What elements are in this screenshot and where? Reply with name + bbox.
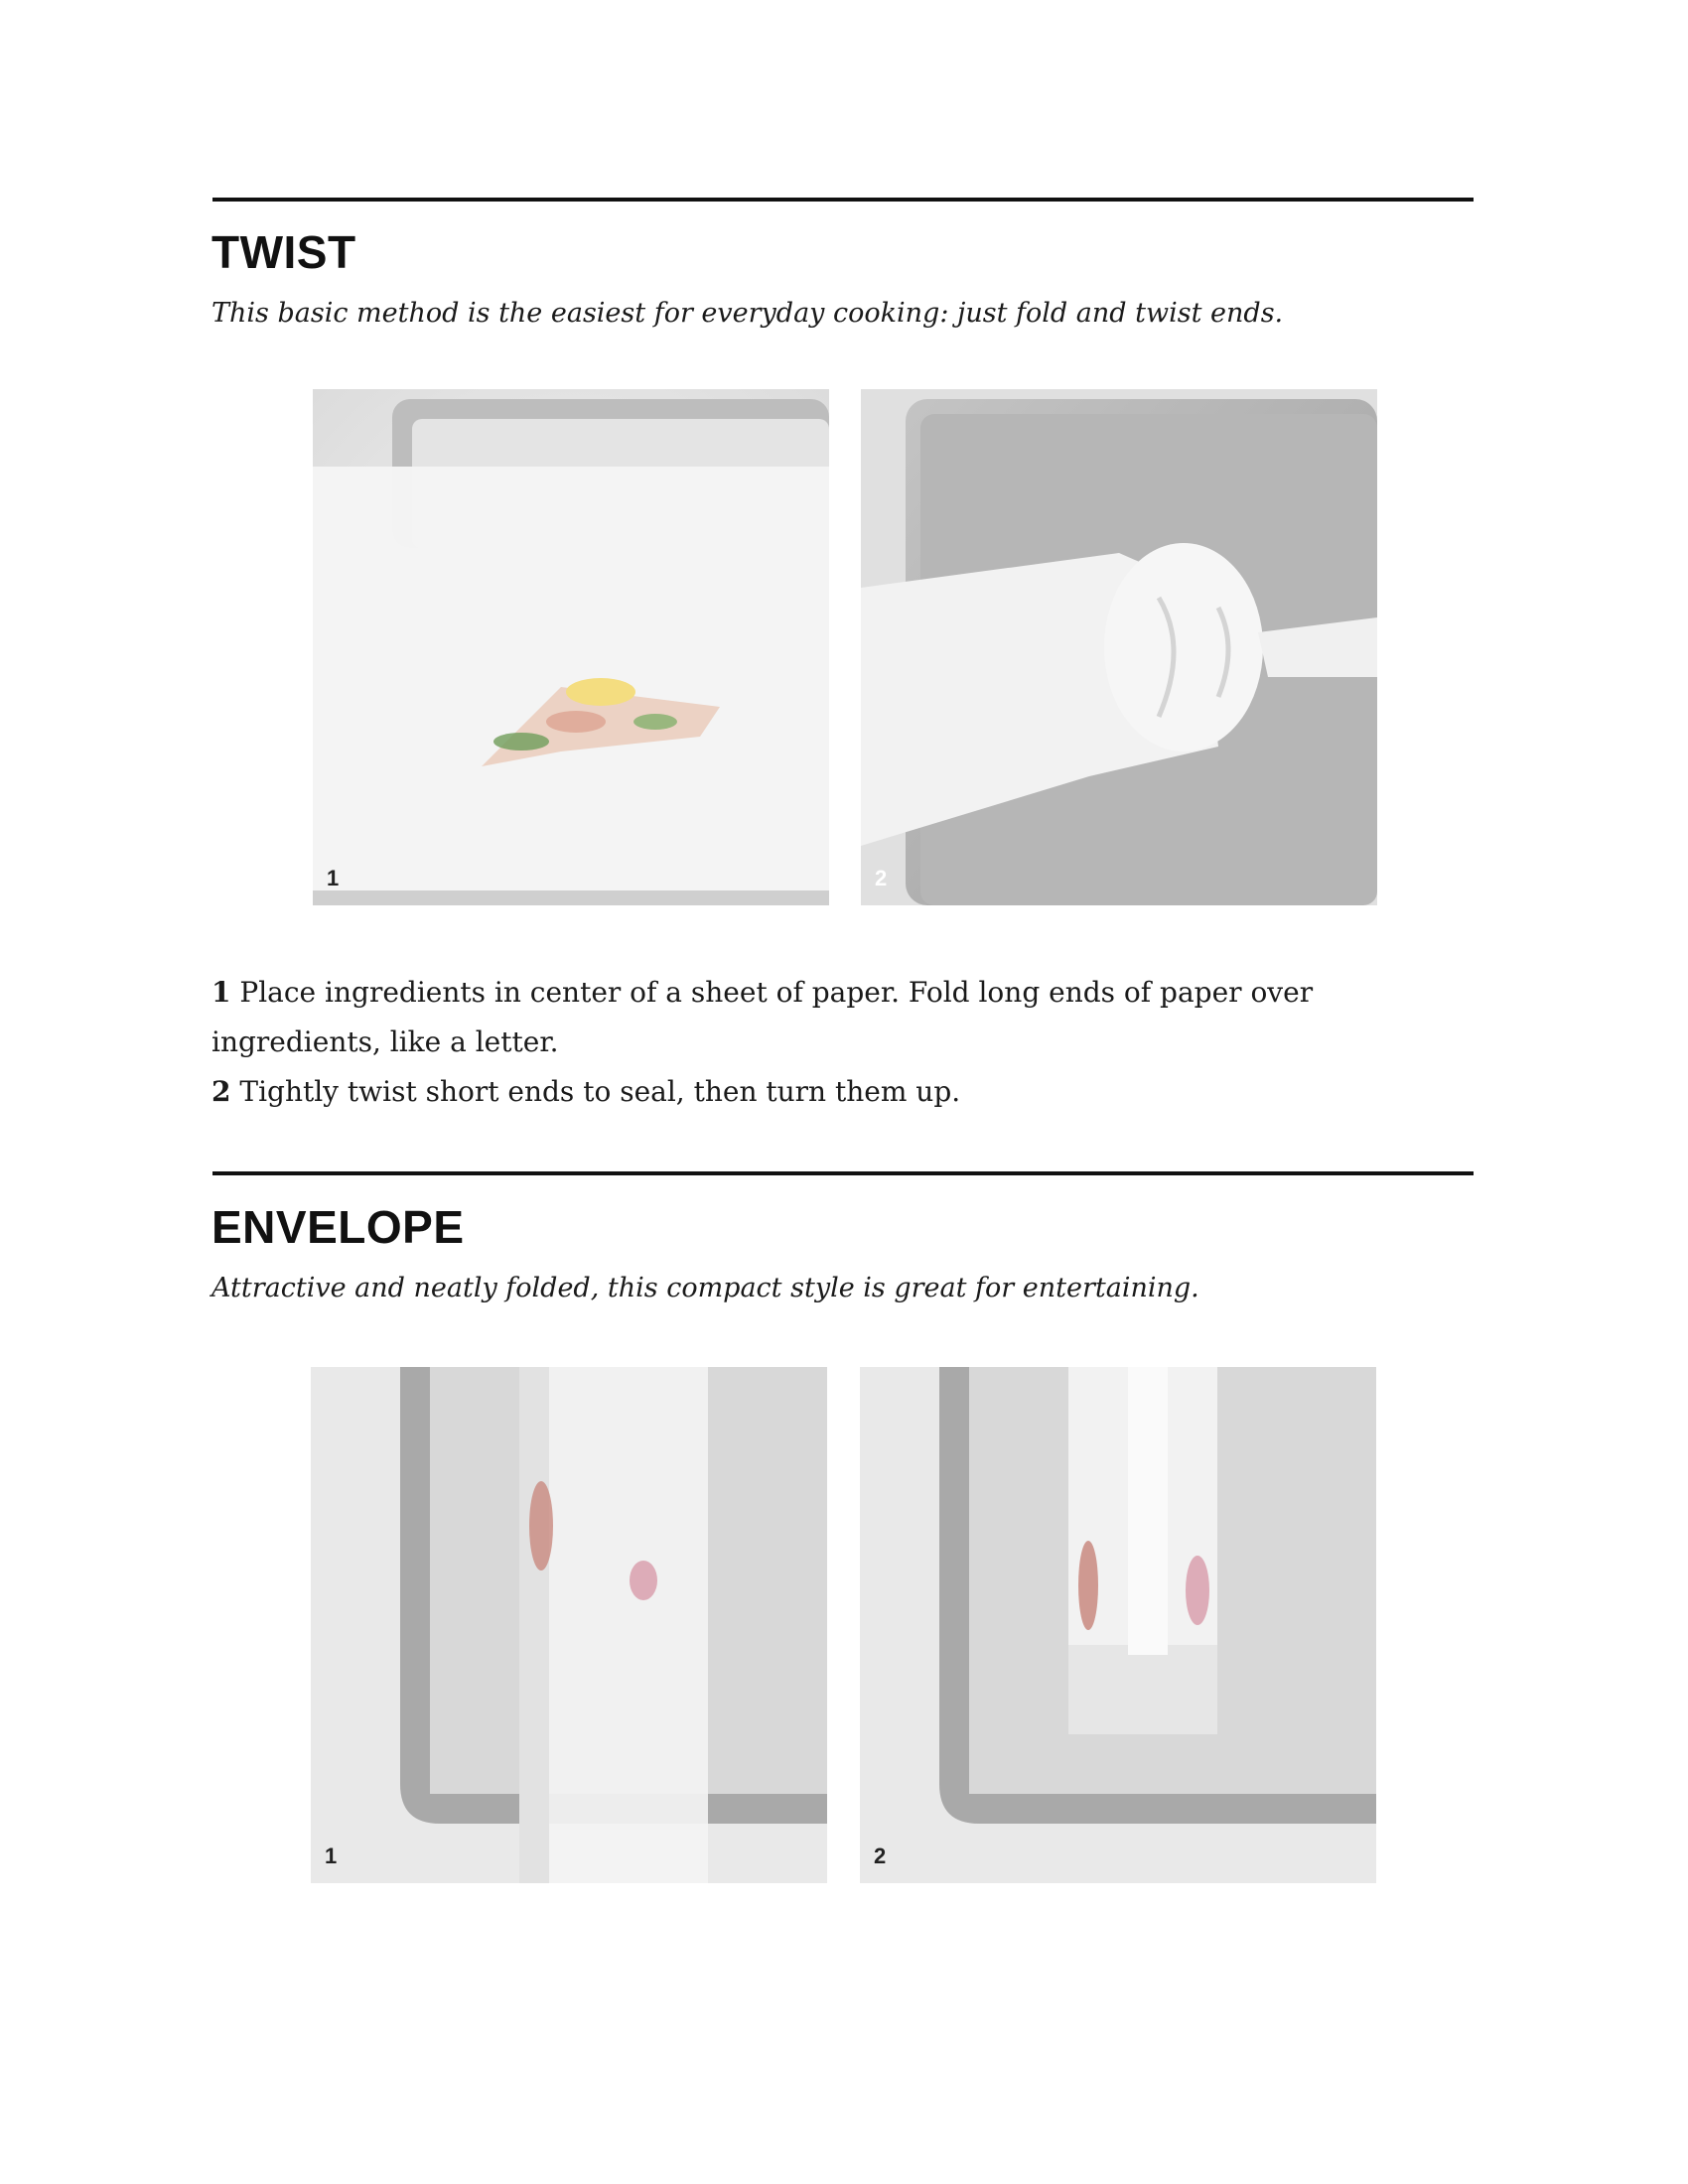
twist-photo-1 xyxy=(313,389,829,905)
twist-steps xyxy=(211,968,1477,1117)
twist-step-1-text: Place ingredients in center of a sheet of paper. Fold long ends of paper over ingredients, like a letter. xyxy=(211,976,1314,1058)
section-divider-envelope xyxy=(212,1171,1474,1175)
twist-photo-1-image xyxy=(313,389,829,905)
envelope-photo-1-image xyxy=(311,1367,827,1883)
section-subtitle-envelope: Attractive and neatly folded, this compact style is great for entertaining. xyxy=(211,1273,1199,1303)
twist-photo-2 xyxy=(861,389,1377,905)
twist-step-2 xyxy=(211,1067,1477,1117)
twist-photo-2-number: 2 xyxy=(875,866,888,890)
twist-photo-2-image xyxy=(861,389,1377,905)
twist-step-1-number: 1 xyxy=(211,976,231,1009)
twist-step-1 xyxy=(211,968,1477,1067)
section-title-envelope: ENVELOPE xyxy=(211,1201,465,1253)
section-divider-twist xyxy=(212,198,1474,202)
section-title-twist: TWIST xyxy=(211,226,356,278)
envelope-photo-2-number: 2 xyxy=(874,1843,887,1868)
twist-photo-1-number: 1 xyxy=(327,866,340,890)
envelope-photo-1-number: 1 xyxy=(325,1843,338,1868)
envelope-photo-1 xyxy=(311,1367,827,1883)
envelope-photo-2-image xyxy=(860,1367,1376,1883)
envelope-photo-2 xyxy=(860,1367,1376,1883)
section-subtitle-twist: This basic method is the easiest for everyday cooking: just fold and twist ends. xyxy=(211,298,1284,329)
twist-step-2-text: Tightly twist short ends to seal, then turn them up. xyxy=(239,1075,961,1108)
twist-step-2-number: 2 xyxy=(211,1075,231,1108)
